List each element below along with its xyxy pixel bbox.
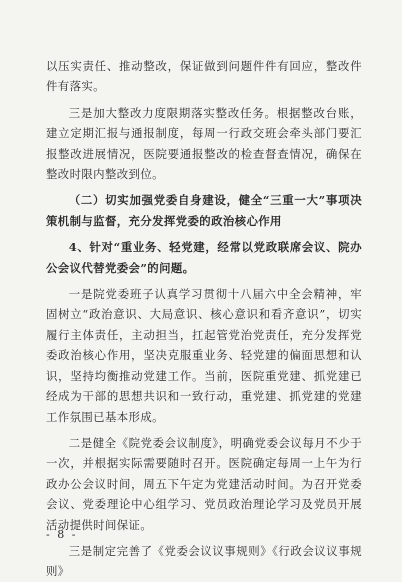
page-number: - 8 - bbox=[46, 528, 78, 541]
paragraph-rectification-deadline: 三是加大整改力度限期落实整改任务。根据整改台账，建立定期汇报与通报制度，每周一行政交班会牵头部门要汇报整改进展情况，医院要通报整改的检查督查情况，确保在整改时限内整改到位。 bbox=[46, 105, 362, 182]
problem-item-4: 4、针对“重业务、轻党建，经常以党政联席会议、院办公会议代替党委会”的问题。 bbox=[46, 240, 362, 275]
paragraph-meeting-system: 二是健全《院党委会议制度》，明确党委会议每月不少于一次，并根据实际需要随时召开。医院确定每周一上午为行政办公会议时间，周五下午定为党建活动时间。为召开党委会议、党委理论中心组学习、党员政治理论学习及党员开展活动提供时间保证。 bbox=[46, 435, 362, 532]
paragraph-study-spirit: 一是院党委班子认真学习贯彻十八届六中全会精神，牢固树立“政治意识、大局意识、核心意识和看齐意识”，切实履行主体责任，主动担当，扛起管党治党责任，充分发挥党委政治核心作用，坚决克服重业务、轻党建的偏面思想和认识，坚持均衡推动党建工作。当前，医院重党建、抓党建已经成为干部的思想共识和一致行动，重党建、抓党建的党建工作氛围已基本形成。 bbox=[46, 287, 362, 424]
paragraph-continuation: 以压实责任、推动整改，保证做到问题件件有回应，整改件件有落实。 bbox=[46, 59, 362, 94]
paragraph-rules: 三是制定完善了《党委会议议事规则》《行政会议议事规则》 bbox=[46, 543, 362, 579]
section-heading-party-building: （二）切实加强党委自身建设，健全“三重一大”事项决策机制与监督，充分发挥党委的政治核心作用 bbox=[46, 193, 362, 228]
